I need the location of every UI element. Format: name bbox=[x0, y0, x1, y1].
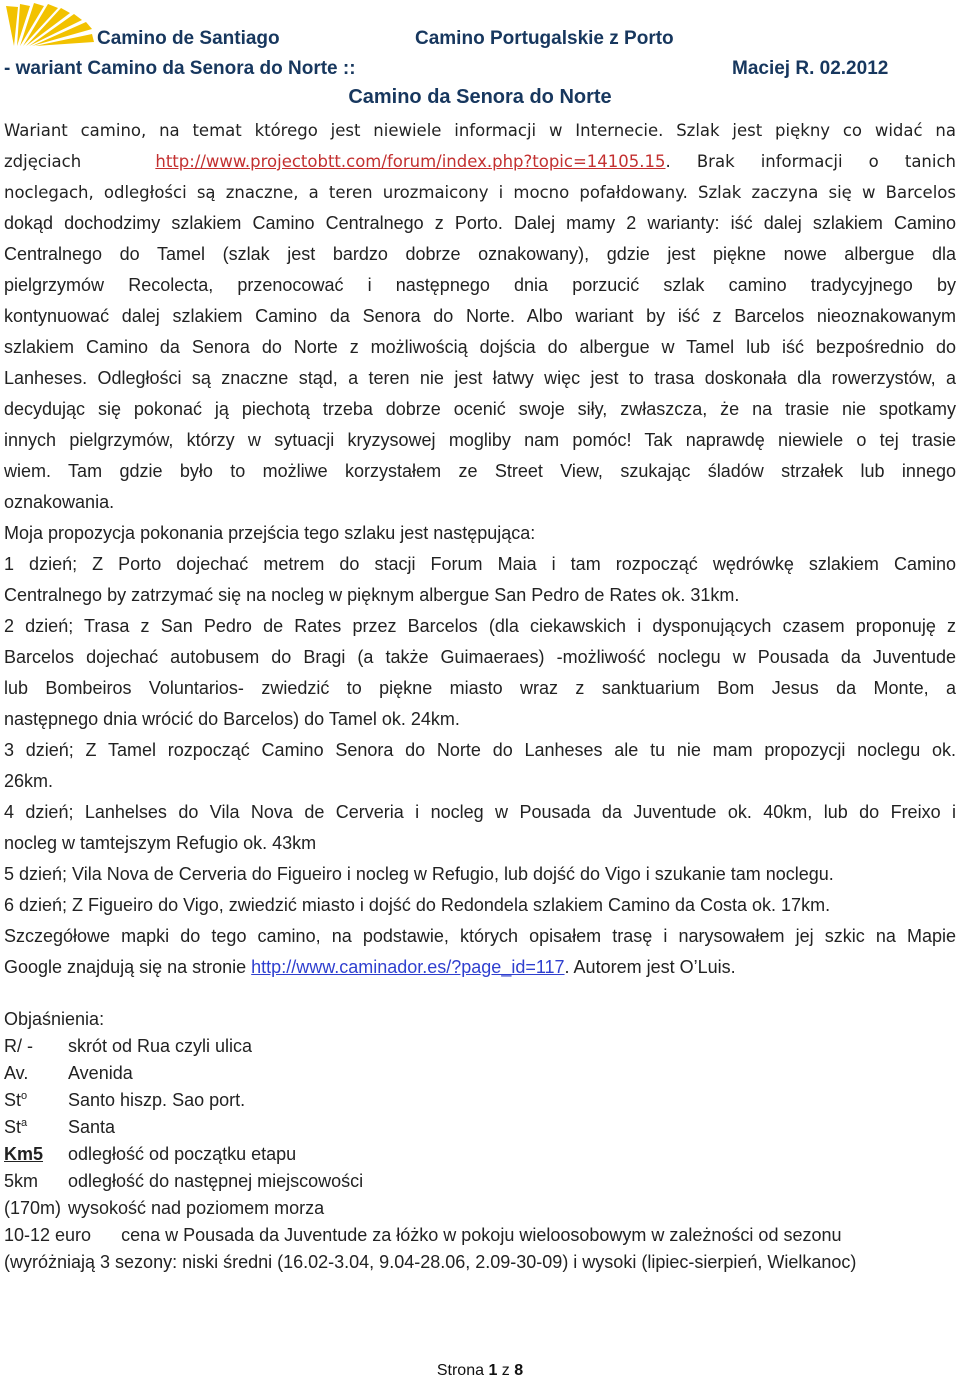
day-2-line: lub Bombeiros Voluntarios- zwiedzić to piękne miasto wraz z sanktuarium Bom Jesus da Monte, a bbox=[4, 678, 956, 698]
day-2-line: Barcelos dojechać autobusem do Bragi (a także Guimaeraes) -możliwość noclegu w Pousada da Juventude bbox=[4, 647, 956, 667]
legend bbox=[4, 1006, 956, 1276]
header-route-name: Camino Portugalskie z Porto bbox=[415, 28, 674, 49]
day-1-line: 1 dzień; Z Porto dojechać metrem do stacji Forum Maia i tam rozpocząć wędrówkę szlakiem Camino bbox=[4, 554, 956, 574]
legend-heading: Objaśnienia: bbox=[4, 1009, 105, 1029]
header-author-date: Maciej R. 02.2012 bbox=[732, 58, 889, 79]
text-line: decydując się pokonać ją piechotą trzeba dobrze ocenić swoje siły, zwłaszcza, że na trasie nie spotkamy bbox=[4, 399, 956, 419]
maps-line: Google znajdują się na stronie http://www.caminador.es/?page_id=117. Autorem jest O’Luis. bbox=[4, 957, 736, 977]
projectobtt-forum-link[interactable]: http://www.projectobtt.com/forum/index.php?topic=14105.15 bbox=[155, 152, 666, 171]
current-page-number: 1 bbox=[488, 1362, 498, 1379]
day-3-line: 26km. bbox=[4, 771, 54, 791]
header-variant: - wariant Camino da Senora do Norte :: bbox=[4, 58, 356, 79]
text-line: Centralnego do Tamel (szlak jest bardzo dobrze oznakowany), gdzie jest piękne nowe albergue dla bbox=[4, 244, 956, 264]
legend-item: (170m) wysokość nad poziomem morza bbox=[4, 1198, 325, 1218]
legend-item: 5km odległość do następnej miejscowości bbox=[4, 1171, 364, 1191]
day-3-line: 3 dzień; Z Tamel rozpocząć Camino Senora do Norte do Lanheses ale tu nie mam propozycji noclegu ok. bbox=[4, 740, 956, 760]
text-line: Wariant camino, na temat którego jest niewiele informacji w Internecie. Szlak jest piękny co widać na bbox=[4, 121, 956, 140]
text-line: wiem. Tam gdzie było to możliwe korzystałem ze Street View, szukając śladów strzałek lub innego bbox=[4, 461, 956, 481]
legend-price-line: (wyróżniają 3 sezony: niski średni (16.02-3.04, 9.04-28.06, 2.09-30-09) i wysoki (lipiec-sierpień, Wielkanoc) bbox=[4, 1252, 857, 1272]
text-line: dokąd dochodzimy szlakiem Camino Centralnego z Porto. Dalej mamy 2 warianty: iść dalej szlakiem Camino bbox=[4, 213, 956, 233]
caminador-link[interactable]: http://www.caminador.es/?page_id=117 bbox=[251, 957, 565, 977]
total-page-count: 8 bbox=[514, 1362, 524, 1379]
text-line: innych pielgrzymów, którzy w sytuacji kryzysowej mogliby nam pomóc! Tak naprawdę niewiele o tej trasie bbox=[4, 430, 956, 450]
document-title: Camino da Senora do Norte bbox=[348, 86, 612, 108]
legend-item: St$^o$ Santo hiszp. Sao port. bbox=[4, 1090, 246, 1110]
day-4-line: nocleg w tamtejszym Refugio ok. 43km bbox=[4, 833, 317, 853]
maps-line: Szczegółowe mapki do tego camino, na podstawie, których opisałem trasę i narysowałem jej szkic na Mapie bbox=[4, 926, 956, 946]
header-site-name: Camino de Santiago bbox=[97, 28, 280, 49]
day-2-line: następnego dnia wrócić do Barcelos) do Tamel ok. 24km. bbox=[4, 709, 460, 729]
text-line: kontynuować dalej szlakiem Camino da Senora do Norte. Albo wariant by iść z Barcelos nieoznakowanym bbox=[4, 306, 956, 326]
legend-item: Av. Avenida bbox=[4, 1063, 133, 1083]
day-4-line: 4 dzień; Lanhelses do Vila Nova de Cerveria i nocleg w Pousada da Juventude ok. 40km, lub do Freixo i bbox=[4, 802, 956, 822]
legend-item: St$^a$ Santa bbox=[4, 1117, 116, 1137]
text-line: Moja propozycja pokonania przejścia tego szlaku jest następująca: bbox=[4, 523, 536, 543]
legend-item: Km5 odległość od początku etapu bbox=[4, 1144, 297, 1164]
text-line: noclegach, odległości są znaczne, a teren urozmaicony i mocno pofałdowany. Szlak zaczyna się w Barcelos bbox=[4, 183, 956, 202]
page-footer: Strona 1 z 8 bbox=[436, 1362, 524, 1379]
text-line: oznakowania. bbox=[4, 492, 115, 512]
day-6-line: 6 dzień; Z Figueiro do Vigo, zwiedzić miasto i dojść do Redondela szlakiem Camino da Costa ok. 17km. bbox=[4, 895, 831, 915]
text-line: Lanheses. Odległości są znaczne stąd, a teren nie jest łatwy więc jest to trasa doskonała dla rowerzystów, a bbox=[4, 368, 956, 388]
day-1-line: Centralnego by zatrzymać się na nocleg w pięknym albergue San Pedro de Rates ok. 31km. bbox=[4, 585, 740, 605]
legend-item: R/ - skrót od Rua czyli ulica bbox=[4, 1036, 253, 1056]
text-line: szlakiem Camino da Senora do Norte z możliwością dojścia do albergue w Tamel lub iść bezpośrednio do bbox=[4, 337, 956, 357]
document-body bbox=[4, 115, 956, 1276]
scallop-shell-logo bbox=[4, 2, 96, 48]
legend-price-line: 10-12 euro cena w Pousada da Juventude za łóżko w pokoju wieloosobowym w zależności od sezonu bbox=[4, 1225, 842, 1245]
day-2-line: 2 dzień; Trasa z San Pedro de Rates przez Barcelos (dla ciekawskich i dysponujących czasem proponuję z bbox=[4, 616, 956, 636]
text-line: pielgrzymów Recolecta, przenocować i następnego dnia porzucić szlak camino tradycyjnego by bbox=[4, 275, 956, 295]
text-line: zdjęciach http://www.projectobtt.com/forum/index.php?topic=14105.15. Brak informacji o tanich bbox=[4, 152, 956, 171]
day-5-line: 5 dzień; Vila Nova de Cerveria do Figueiro i nocleg w Refugio, lub dojść do Vigo i szukanie tam noclegu. bbox=[4, 864, 834, 884]
